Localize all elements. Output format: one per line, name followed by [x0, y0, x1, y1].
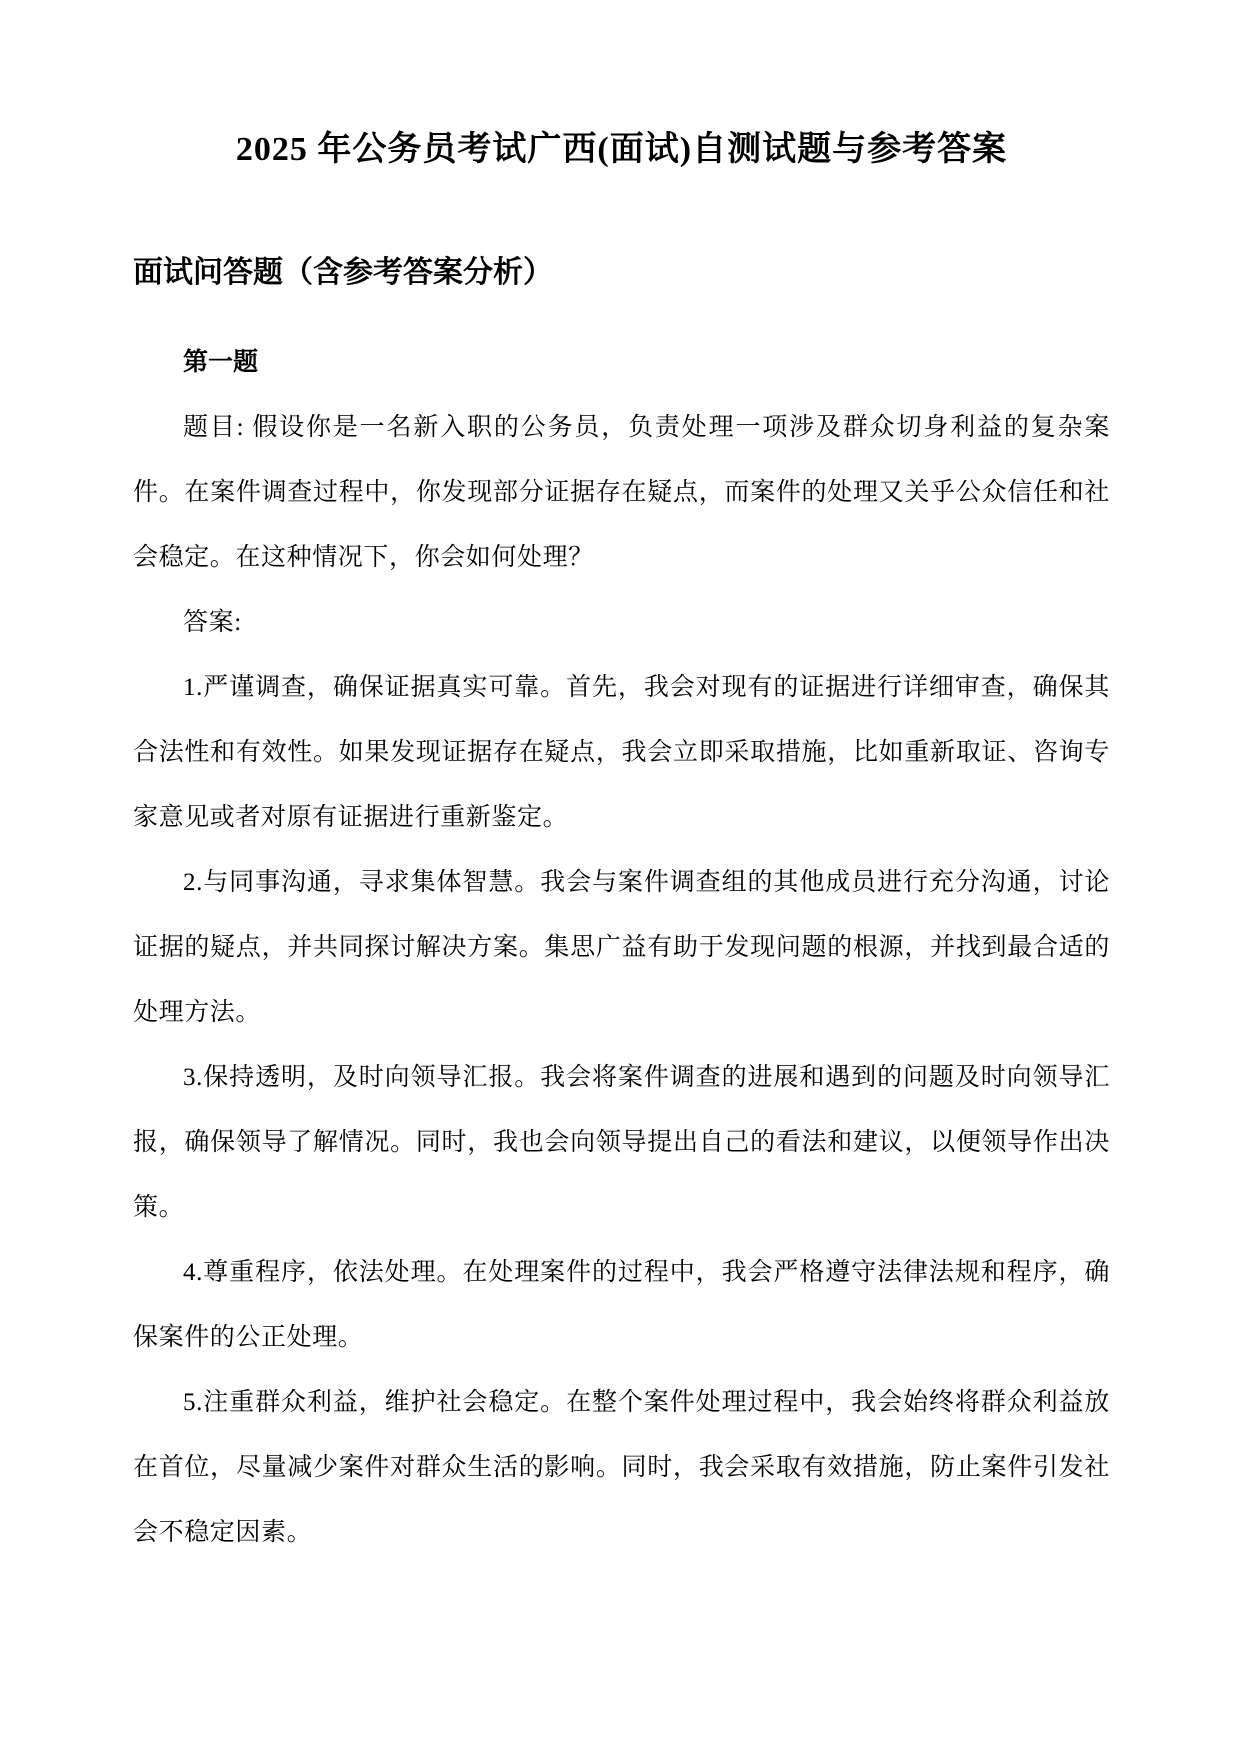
- answer-point-4: 4.尊重程序，依法处理。在处理案件的过程中，我会严格遵守法律法规和程序，确保案件的公正处理。: [133, 1259, 1110, 1351]
- question-number-heading: 第一题: [183, 349, 259, 376]
- answer-point-3: 3.保持透明，及时向领导汇报。我会将案件调查的进展和遇到的问题及时向领导汇报，确保领导了解情况。同时，我也会向领导提出自己的看法和建议，以便领导作出决策。: [133, 1064, 1110, 1221]
- question-paragraph: 题目: 假设你是一名新入职的公务员，负责处理一项涉及群众切身利益的复杂案件。在案件调查过程中，你发现部分证据存在疑点，而案件的处理又关乎公众信任和社会稳定。在这种情况下，你会如何处理？: [133, 414, 1110, 571]
- document-title: 2025 年公务员考试广西(面试)自测试题与参考答案: [235, 131, 1008, 168]
- section-heading: 面试问答题（含参考答案分析）: [133, 256, 553, 289]
- answer-label: 答案:: [183, 609, 242, 636]
- answer-point-1: 1.严谨调查，确保证据真实可靠。首先，我会对现有的证据进行详细审查，确保其合法性和有效性。如果发现证据存在疑点，我会立即采取措施，比如重新取证、咨询专家意见或者对原有证据进行重新鉴定。: [133, 674, 1110, 831]
- answer-point-2: 2.与同事沟通，寻求集体智慧。我会与案件调查组的其他成员进行充分沟通，讨论证据的疑点，并共同探讨解决方案。集思广益有助于发现问题的根源，并找到最合适的处理方法。: [133, 869, 1110, 1026]
- answer-point-5: 5.注重群众利益，维护社会稳定。在整个案件处理过程中，我会始终将群众利益放在首位，尽量减少案件对群众生活的影响。同时，我会采取有效措施，防止案件引发社会不稳定因素。: [133, 1389, 1110, 1546]
